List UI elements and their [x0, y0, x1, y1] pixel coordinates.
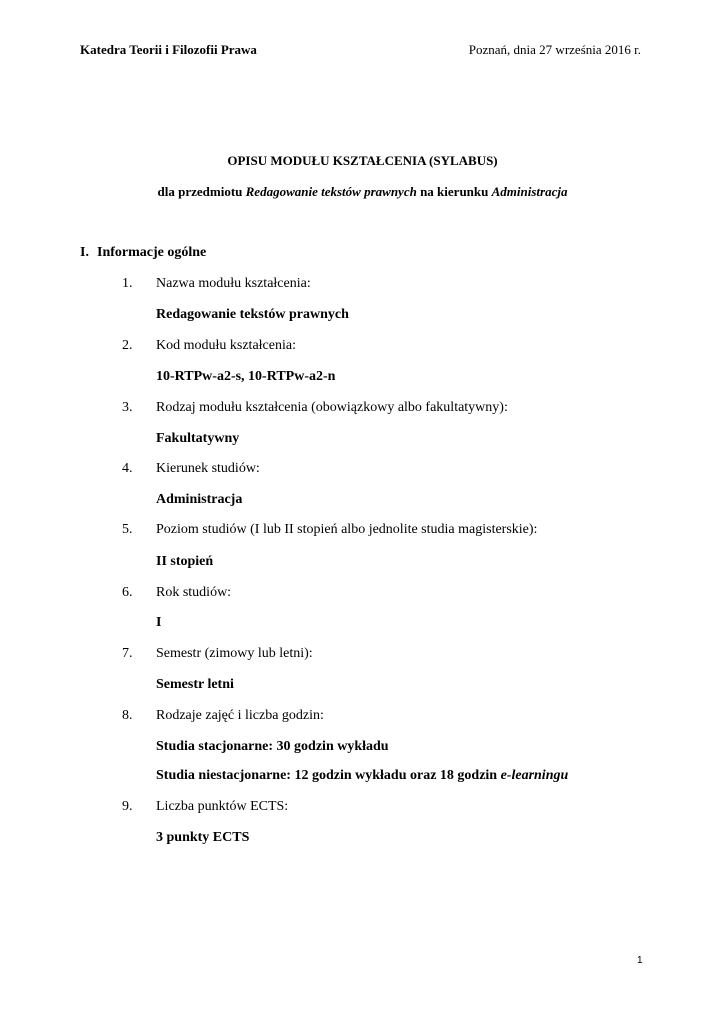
subtitle-subject: Redagowanie tekstów prawnych — [245, 184, 417, 199]
item-answer: II stopień — [156, 554, 214, 569]
item-number: 1. — [122, 276, 133, 291]
item-answer: I — [156, 615, 162, 630]
section-heading: Informacje ogólne — [97, 245, 207, 260]
item-number: 4. — [122, 461, 133, 476]
answer-italic-term: e-learningu — [500, 768, 569, 783]
item-question: Liczba punktów ECTS: — [156, 799, 289, 814]
item-question: Poziom studiów (I lub II stopień albo jednolite studia magisterskie): — [156, 522, 538, 537]
item-answer: Administracja — [156, 492, 243, 507]
subtitle-middle: na kierunku — [416, 184, 492, 199]
page-number: 1 — [637, 955, 643, 966]
section-number: I. — [80, 245, 89, 260]
item-answer: Semestr letni — [156, 677, 234, 692]
item-number: 9. — [122, 799, 133, 814]
item-number: 3. — [122, 400, 133, 415]
item-number: 8. — [122, 708, 133, 723]
item-answer: Fakultatywny — [156, 431, 240, 446]
item-number: 5. — [122, 522, 133, 537]
header-department: Katedra Teorii i Filozofii Prawa — [80, 42, 257, 57]
item-question: Kod modułu kształcenia: — [156, 338, 296, 353]
subtitle-prefix: dla przedmiotu — [157, 184, 246, 199]
item-answer-secondary — [156, 768, 568, 784]
item-number: 2. — [122, 338, 133, 353]
item-answer: 10-RTPw-a2-s, 10-RTPw-a2-n — [156, 369, 336, 384]
item-number: 7. — [122, 646, 133, 661]
item-question: Rok studiów: — [156, 585, 232, 600]
answer-text: Studia niestacjonarne: 12 godzin wykładu oraz 18 godzin — [156, 768, 501, 783]
item-answer: Studia stacjonarne: 30 godzin wykładu — [156, 739, 389, 754]
item-answer: Redagowanie tekstów prawnych — [156, 307, 349, 322]
item-question: Kierunek studiów: — [156, 461, 260, 476]
item-number: 6. — [122, 585, 133, 600]
header-date: Poznań, dnia 27 września 2016 r. — [468, 42, 641, 57]
subtitle-field: Administracja — [491, 184, 568, 199]
item-answer: 3 punkty ECTS — [156, 830, 250, 845]
document-title: OPISU MODUŁU KSZTAŁCENIA (SYLABUS) — [227, 153, 498, 168]
item-question: Rodzaj modułu kształcenia (obowiązkowy albo fakultatywny): — [156, 400, 508, 415]
item-question: Nazwa modułu kształcenia: — [156, 276, 311, 291]
item-question: Semestr (zimowy lub letni): — [156, 646, 313, 661]
item-question: Rodzaje zajęć i liczba godzin: — [156, 708, 324, 723]
document-subtitle — [0, 184, 725, 200]
